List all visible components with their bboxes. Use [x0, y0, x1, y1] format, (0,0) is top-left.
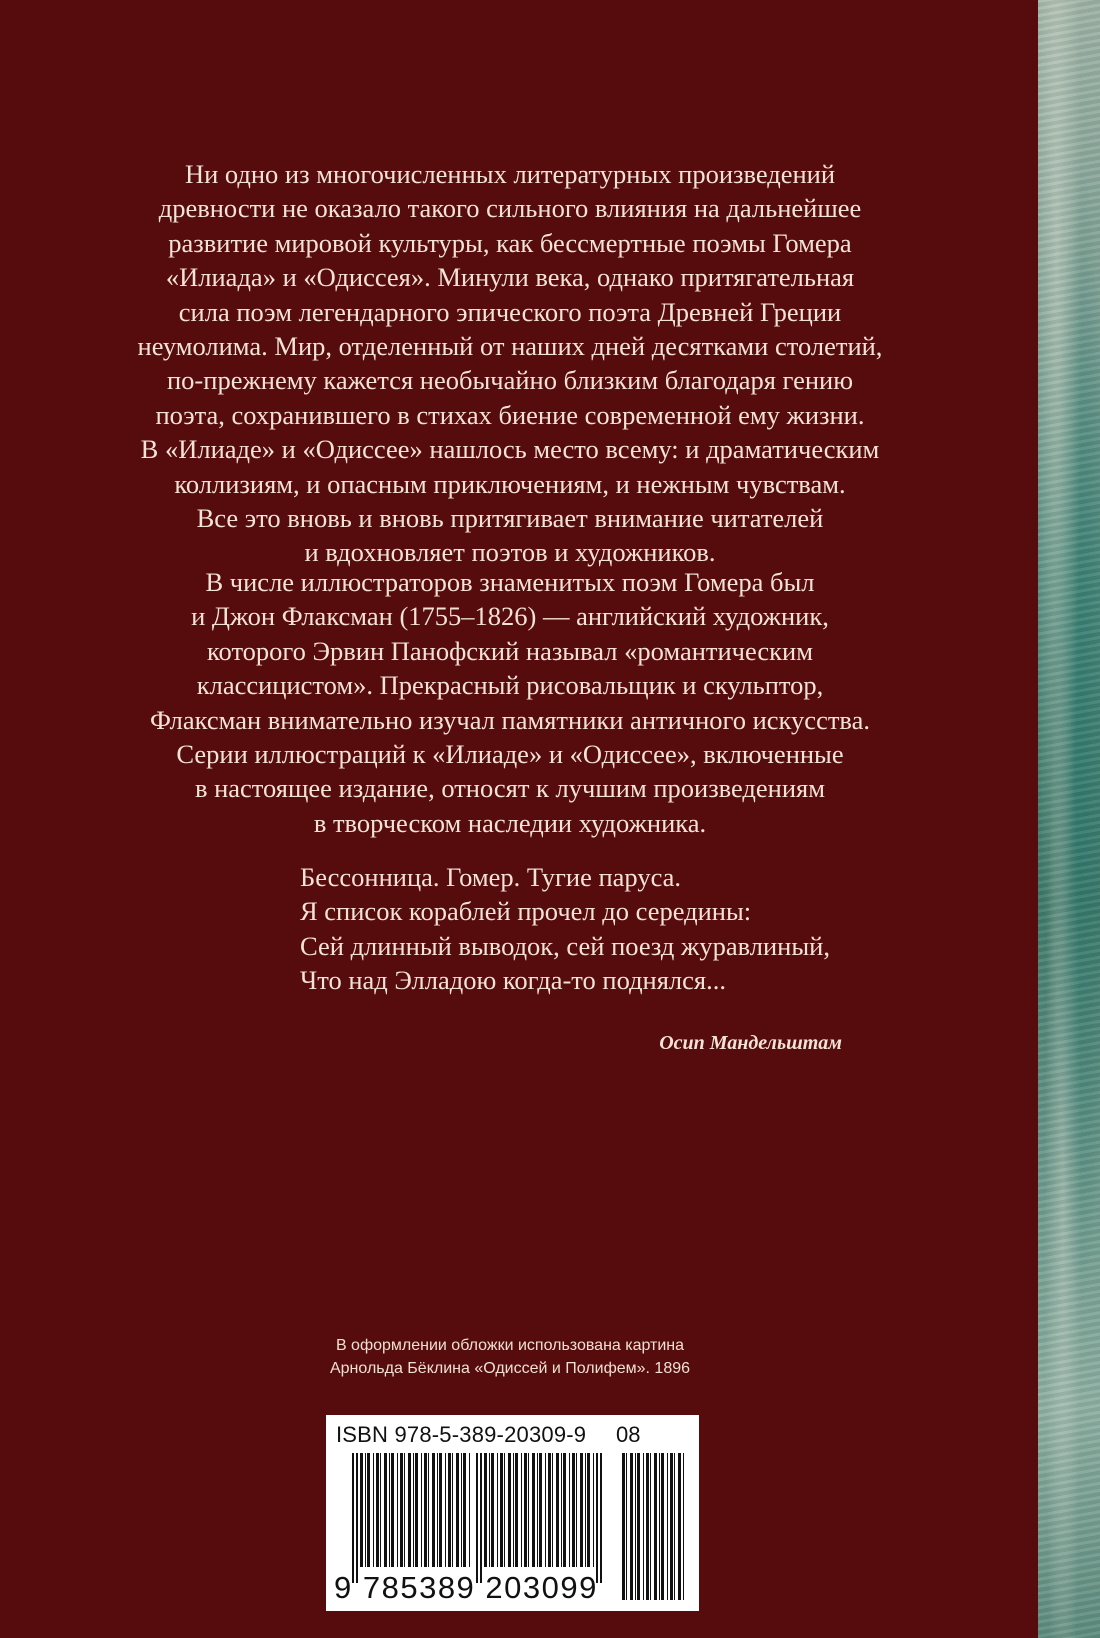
- text-line: Флаксман внимательно изучал памятники античного искусства.: [150, 704, 870, 735]
- text-line: классицистом». Прекрасный рисовальщик и скульптор,: [196, 670, 824, 701]
- isbn-addon-code: 08: [616, 1422, 641, 1447]
- text-line: неумолима. Мир, отделенный от наших дней десятками столетий,: [137, 331, 883, 362]
- barcode-bar: [528, 1453, 529, 1567]
- barcode-bar: [445, 1453, 446, 1567]
- credit-line: В оформлении обложки использована картина: [335, 1337, 685, 1354]
- barcode-bar: [491, 1453, 494, 1567]
- barcode-bar: [667, 1453, 668, 1600]
- barcode-bar: [373, 1453, 374, 1567]
- barcode-bar: [365, 1453, 366, 1567]
- barcode-bar: [380, 1453, 381, 1567]
- barcode-bar: [576, 1453, 577, 1567]
- barcode-bar: [413, 1453, 414, 1567]
- barcode-bar: [513, 1453, 514, 1567]
- barcode-bar: [580, 1453, 583, 1567]
- barcode-bar: [569, 1453, 570, 1567]
- barcode-bar: [545, 1453, 546, 1567]
- barcode-bar: [439, 1453, 442, 1567]
- barcode-bar: [397, 1453, 398, 1567]
- text-line: и Джон Флаксман (1755–1826) — английский художник,: [191, 601, 829, 632]
- barcode-bar: [635, 1453, 636, 1600]
- text-line: поэта, сохранившего в стихах биение современной ему жизни.: [155, 399, 865, 430]
- barcode-bar: [367, 1453, 370, 1567]
- barcode-bar: [421, 1453, 422, 1567]
- barcode-bar: [489, 1453, 490, 1567]
- text-line: в творческом наследии художника.: [313, 807, 707, 838]
- barcode-bar: [661, 1453, 664, 1600]
- poem-line: Сей длинный выводок, сей поезд журавлиный,: [300, 930, 830, 961]
- epigraph-poem: [300, 860, 860, 998]
- barcode-bar: [497, 1453, 498, 1567]
- text-line: В числе иллюстраторов знаменитых поэм Гомера был: [205, 567, 815, 597]
- barcode-bar: [424, 1453, 427, 1567]
- barcode-bar: [415, 1453, 418, 1567]
- barcode-bar: [674, 1453, 675, 1600]
- text-line: сила поэм легендарного эпического поэта Древней Греции: [178, 296, 842, 327]
- barcode-bar: [637, 1453, 640, 1600]
- barcode-guard-bar: [480, 1453, 482, 1583]
- barcode-guard-bar: [600, 1453, 602, 1583]
- barcode-bar: [456, 1453, 459, 1567]
- barcode-bar: [469, 1453, 470, 1567]
- text-line: по-прежнему кажется необычайно близким благодаря гению: [167, 365, 853, 396]
- barcode-bar: [448, 1453, 451, 1567]
- barcode-bar: [400, 1453, 403, 1567]
- barcode-bar: [561, 1453, 562, 1567]
- barcode-bar: [521, 1453, 522, 1567]
- barcode-digits: 9 785389 203099: [334, 1570, 598, 1605]
- barcode-guard-bar: [356, 1453, 358, 1583]
- barcode-bar: [630, 1453, 633, 1600]
- text-line: «Илиада» и «Одиссея». Минули века, однако притягательная: [165, 262, 855, 293]
- text-line: Все это вновь и вновь притягивает внимание читателей: [196, 503, 824, 534]
- isbn-barcode: [326, 1415, 699, 1611]
- barcode-bar: [537, 1453, 538, 1567]
- barcode-bar: [428, 1453, 429, 1567]
- barcode-bar: [548, 1453, 551, 1567]
- poem-line: Бессонница. Гомер. Тугие паруса.: [300, 862, 682, 892]
- barcode-bar: [461, 1453, 462, 1567]
- barcode-bar: [670, 1453, 673, 1600]
- poem-line: Что над Элладою когда-то поднялся...: [300, 965, 726, 996]
- barcode-bar: [585, 1453, 586, 1567]
- description-paragraph-2: [120, 565, 900, 840]
- barcode-bar: [408, 1453, 411, 1567]
- text-line: которого Эрвин Панофский называл «романтическим: [207, 635, 813, 666]
- barcode-bar: [539, 1453, 542, 1567]
- cover-painting-edge: [1038, 0, 1100, 1638]
- barcode-bar: [515, 1453, 518, 1567]
- barcode-bar: [389, 1453, 390, 1567]
- barcode-bar: [532, 1453, 535, 1567]
- barcode-bar: [360, 1453, 363, 1567]
- barcode-bar: [484, 1453, 487, 1567]
- barcode-bar: [404, 1453, 405, 1567]
- barcode-bar: [678, 1453, 681, 1600]
- barcode-bar: [391, 1453, 394, 1567]
- barcode-bar: [646, 1453, 649, 1600]
- description-paragraph-1: [120, 157, 900, 570]
- barcode-bar: [452, 1453, 453, 1567]
- barcode-bar: [622, 1453, 625, 1600]
- text-line: и вдохновляет поэтов и художников.: [304, 537, 716, 568]
- barcode-bar: [432, 1453, 435, 1567]
- text-line: Серии иллюстраций к «Илиаде» и «Одиссее», включенные: [176, 739, 844, 770]
- text-line: Ни одно из многочисленных литературных произведений: [184, 159, 836, 189]
- barcode-guard-bar: [476, 1453, 478, 1583]
- barcode-bar: [659, 1453, 660, 1600]
- barcode-guard-bar: [352, 1453, 354, 1583]
- text-line: древности не оказало такого сильного влияния на дальнейшее: [158, 193, 862, 224]
- cover-art-credit: [300, 1334, 720, 1380]
- barcode-bar: [572, 1453, 575, 1567]
- barcode-guard-bar: [596, 1453, 598, 1583]
- barcode-bar: [626, 1453, 627, 1600]
- text-line: развитие мировой культуры, как бессмертные поэмы Гомера: [168, 227, 852, 258]
- barcode-bar: [384, 1453, 387, 1567]
- poem-line: Я список кораблей прочел до середины:: [300, 896, 752, 927]
- barcode-bar: [587, 1453, 590, 1567]
- text-line: коллизиям, и опасным приключениям, и нежным чувствам.: [174, 468, 846, 499]
- barcode-bar: [508, 1453, 511, 1567]
- barcode-bar: [654, 1453, 657, 1600]
- credit-line: Арнольда Бёклина «Одиссей и Полифем». 1896: [329, 1360, 691, 1377]
- barcode-bar: [593, 1453, 594, 1567]
- isbn-label: ISBN 978-5-389-20309-9: [336, 1422, 587, 1447]
- text-line: в настоящее издание, относят к лучшим произведениям: [194, 773, 826, 804]
- barcode-bar: [683, 1453, 684, 1600]
- epigraph-author: Осип Мандельштам: [659, 1032, 842, 1054]
- barcode-bar: [437, 1453, 438, 1567]
- text-line: В «Илиаде» и «Одиссее» нашлось место всему: и драматическим: [140, 434, 880, 465]
- barcode-bar: [650, 1453, 651, 1600]
- barcode-bar: [376, 1453, 379, 1567]
- barcode-bar: [556, 1453, 559, 1567]
- barcode-bar: [643, 1453, 644, 1600]
- barcode-bar: [463, 1453, 466, 1567]
- barcode-bar: [500, 1453, 503, 1567]
- barcode-bar: [563, 1453, 566, 1567]
- barcode-bar: [552, 1453, 553, 1567]
- barcode-bar: [524, 1453, 527, 1567]
- barcode-bar: [504, 1453, 505, 1567]
